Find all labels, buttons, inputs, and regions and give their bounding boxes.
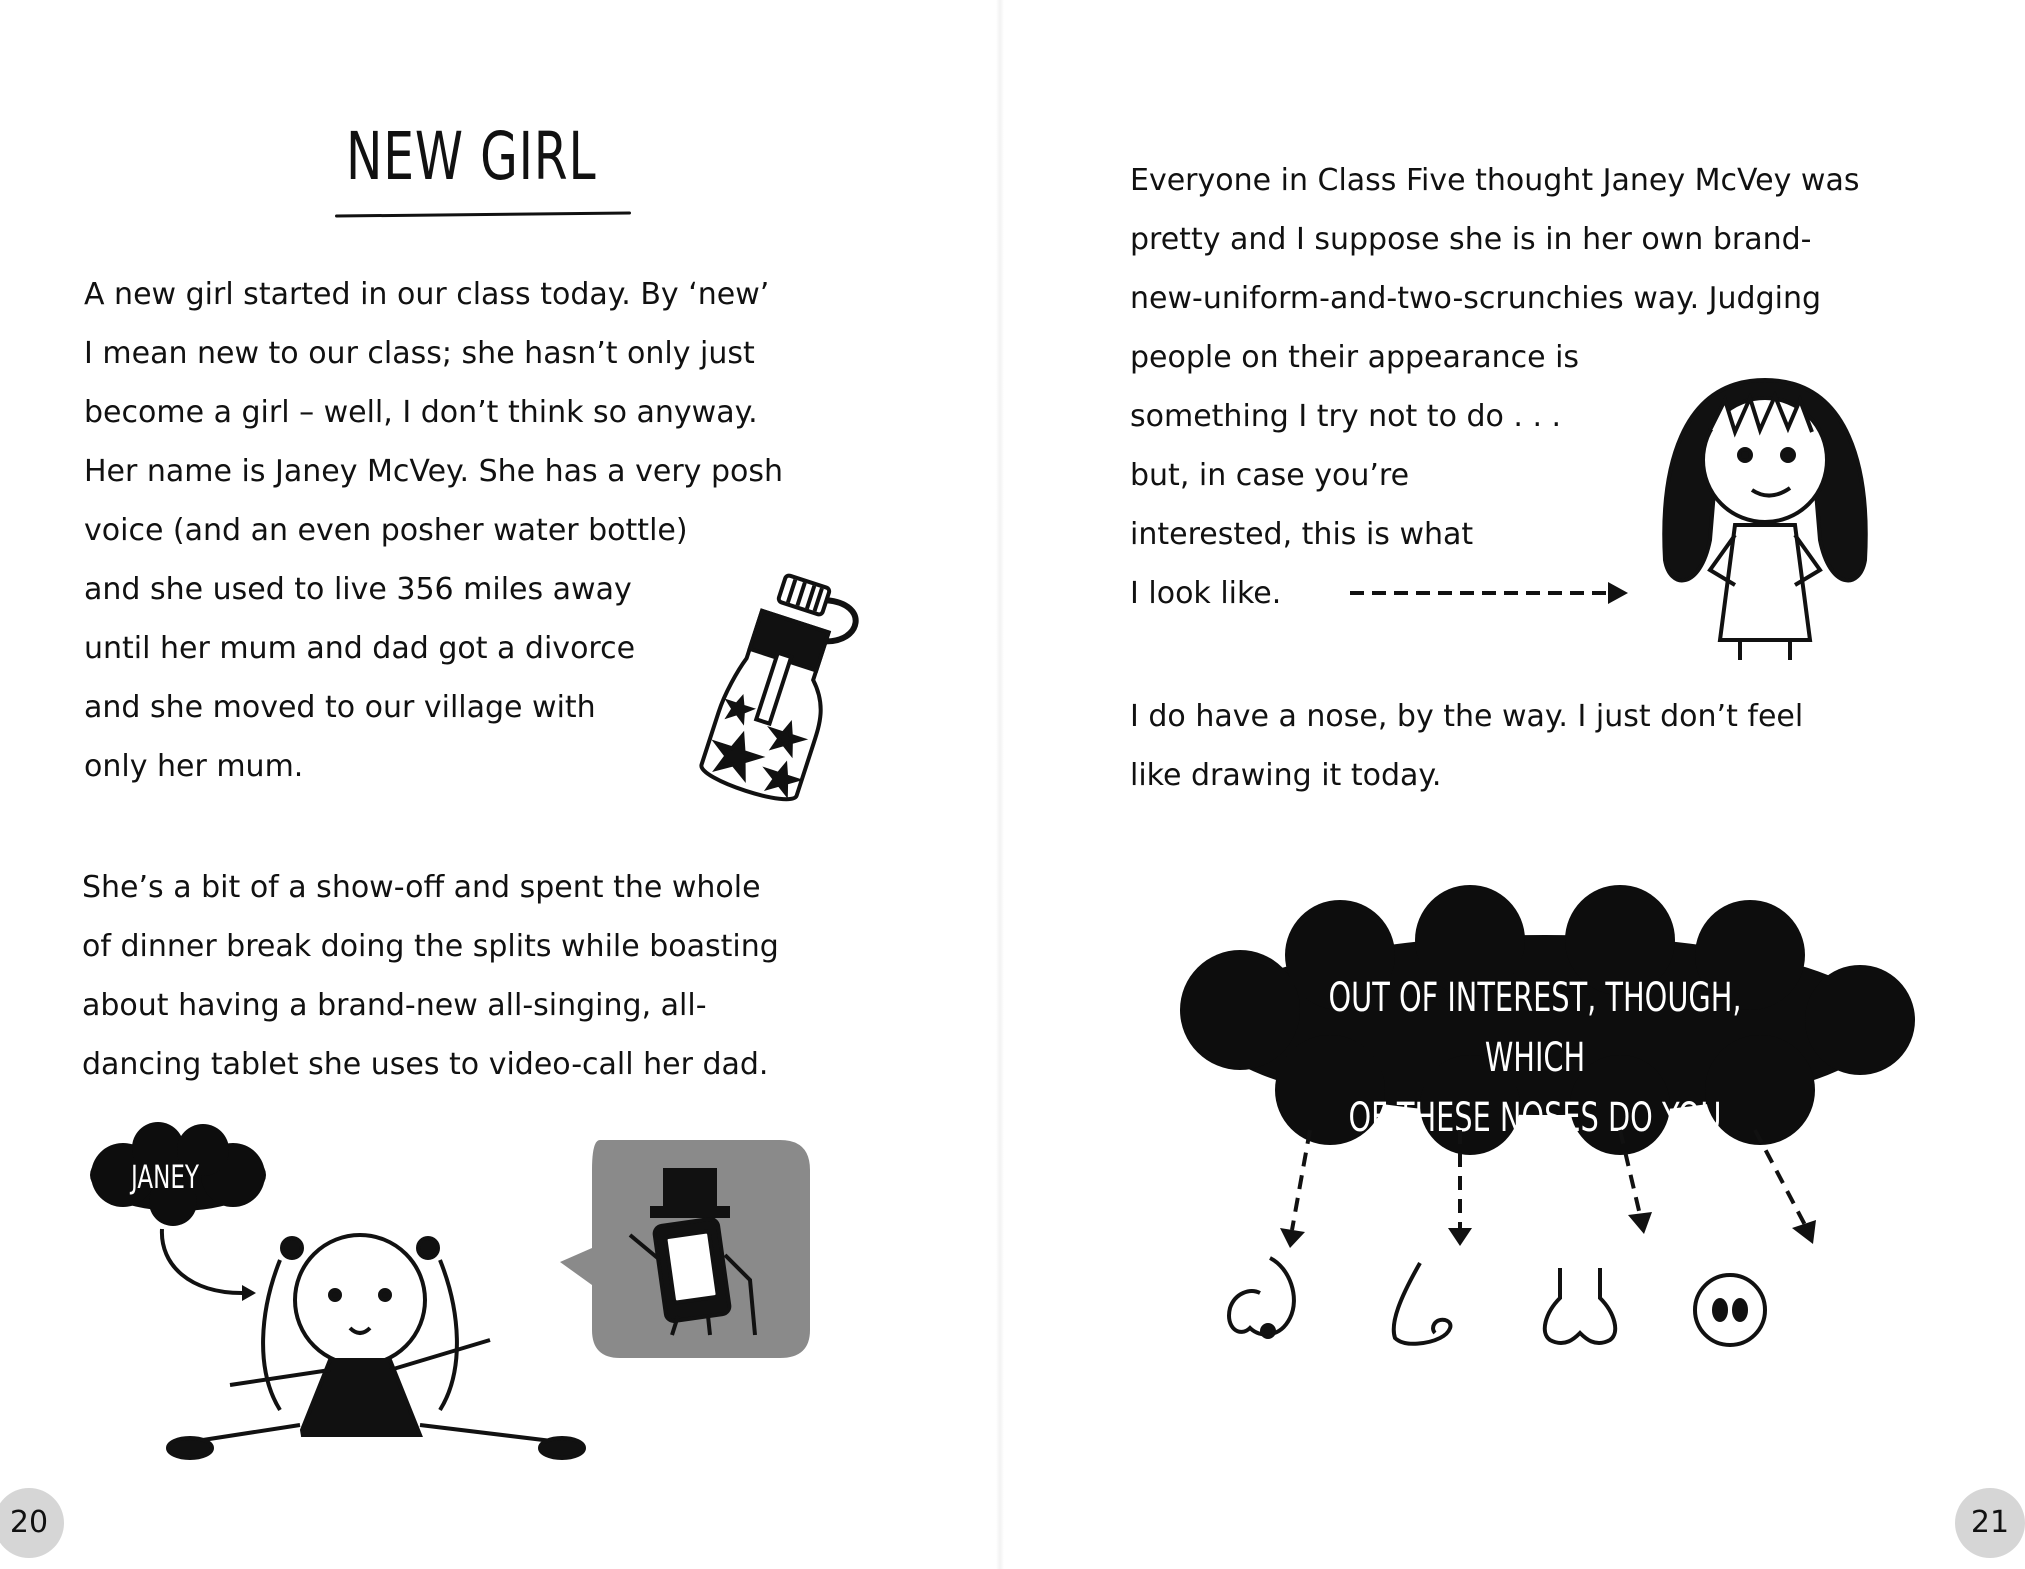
page-title: NEW GIRL xyxy=(346,118,597,195)
text-line: I mean new to our class; she hasn’t only just xyxy=(84,336,755,371)
tablet-character-icon xyxy=(560,1130,810,1360)
page-number-left: 20 xyxy=(0,1488,64,1558)
right-paragraph-2 xyxy=(1130,687,1803,805)
text-line: something I try not to do . . . xyxy=(1130,399,1562,434)
nose-question-line: OUT OF INTEREST, THOUGH, WHICH xyxy=(1328,975,1742,1081)
text-line: voice (and an even posher water bottle) xyxy=(84,513,688,548)
text-line: and she moved to our village with xyxy=(84,690,596,725)
nose-arrows-icon xyxy=(1260,1130,1820,1250)
text-line: people on their appearance is xyxy=(1130,340,1580,375)
janey-splits-icon xyxy=(170,1220,590,1470)
text-line: dancing tablet she uses to video-call her dad. xyxy=(82,1047,769,1082)
left-paragraph-1 xyxy=(84,265,783,796)
nose-question-line: OF THESE NOSES DO YOU PREFER? xyxy=(1348,1095,1722,1201)
text-line: but, in case you’re xyxy=(1130,458,1410,493)
girl-self-portrait-icon xyxy=(1640,370,1890,660)
text-line: only her mum. xyxy=(84,749,304,784)
text-line: and she used to live 356 miles away xyxy=(84,572,632,607)
title-underline xyxy=(335,211,631,217)
left-page xyxy=(0,0,1000,1569)
nose-option-2 xyxy=(1394,1263,1451,1344)
nose-option-1 xyxy=(1229,1258,1294,1335)
text-line: about having a brand-new all-singing, all- xyxy=(82,988,707,1023)
left-paragraph-2 xyxy=(82,858,779,1094)
text-line: A new girl started in our class today. By ‘new’ xyxy=(84,277,770,312)
text-line: Everyone in Class Five thought Janey McVey was xyxy=(1130,163,1860,198)
page-number-right: 21 xyxy=(1955,1488,2025,1558)
water-bottle-icon xyxy=(690,560,870,810)
text-line: interested, this is what xyxy=(1130,517,1474,552)
text-line: I look like. xyxy=(1130,576,1282,611)
text-line: new-uniform-and-two-scrunchies way. Judging xyxy=(1130,281,1822,316)
nose-option-3 xyxy=(1545,1268,1615,1343)
nose-option-4 xyxy=(1695,1275,1765,1345)
text-line: of dinner break doing the splits while boasting xyxy=(82,929,779,964)
dashed-arrow-icon xyxy=(1350,578,1630,608)
text-line: like drawing it today. xyxy=(1130,758,1442,793)
right-page xyxy=(1000,0,2010,1569)
nose-options-icons xyxy=(1220,1248,1780,1368)
text-line: become a girl – well, I don’t think so anyway. xyxy=(84,395,758,430)
text-line: She’s a bit of a show-off and spent the whole xyxy=(82,870,761,905)
text-line: I do have a nose, by the way. I just don’t feel xyxy=(1130,699,1804,734)
text-line: pretty and I suppose she is in her own brand- xyxy=(1130,222,1812,257)
text-line: until her mum and dad got a divorce xyxy=(84,631,636,666)
janey-label: JANEY xyxy=(131,1158,199,1196)
text-line: Her name is Janey McVey. She has a very posh xyxy=(84,454,783,489)
